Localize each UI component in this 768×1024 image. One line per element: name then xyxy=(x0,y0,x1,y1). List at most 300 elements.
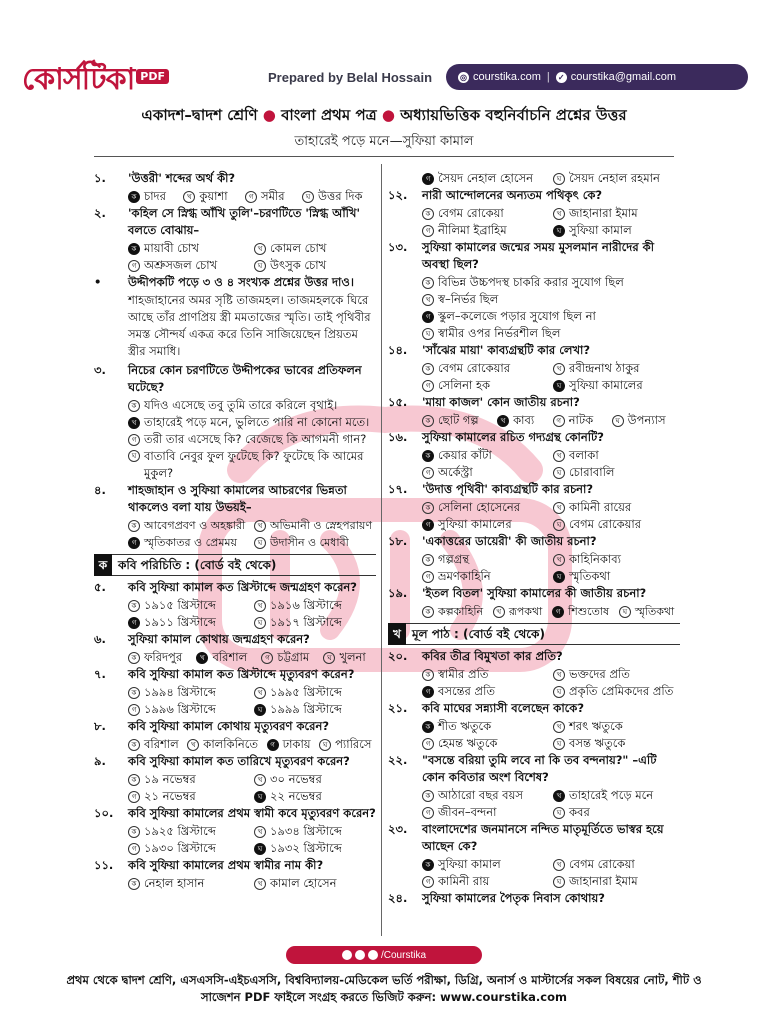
option-text: কেয়ার কাঁটা xyxy=(438,448,492,462)
question-number: ২১. xyxy=(388,701,408,715)
email-link[interactable]: courstika@gmail.com xyxy=(570,71,677,83)
question xyxy=(388,394,680,411)
option-bullet: খ xyxy=(553,859,565,871)
option-bullet: ক xyxy=(128,878,140,890)
option-bullet: গ xyxy=(128,704,140,716)
question xyxy=(388,533,680,550)
option-text: আবেগপ্রবণ ও অহঙ্কারী xyxy=(144,519,246,532)
option-text: নেহাল হাসান xyxy=(144,876,205,890)
website-link[interactable]: courstika.com xyxy=(473,71,541,83)
option-bullet: খ xyxy=(254,878,266,890)
option xyxy=(128,684,250,701)
option-bullet: ঘ xyxy=(422,328,434,340)
page-title xyxy=(0,104,768,129)
option-bullet: ক xyxy=(422,606,434,618)
section-header xyxy=(388,623,680,645)
option-bullet: গ xyxy=(128,843,140,855)
options xyxy=(94,875,376,892)
option xyxy=(422,804,549,821)
title-topic: অধ্যায়ভিত্তিক বহুনির্বাচনি প্রশ্নের উত্তর xyxy=(400,106,627,124)
prepared-by: Prepared by Belal Hossain xyxy=(268,70,433,85)
option-correct xyxy=(254,701,376,718)
option-text: ১৯৯৪ খ্রিস্টাব্দে xyxy=(144,685,216,699)
option-bullet: খ xyxy=(128,417,140,429)
option-text: ১৯২৫ খ্রিস্টাব্দে xyxy=(144,824,216,838)
youtube-icon xyxy=(355,950,365,960)
option xyxy=(553,170,680,187)
question-text: সুফিয়া কামালের জন্মের সময় মুসলমান নারীদের কী অবস্থা ছিল? xyxy=(422,240,655,271)
option-bullet: গ xyxy=(128,537,140,549)
options xyxy=(388,787,680,821)
question-text: 'কহিল সে স্নিগ্ধ আঁখি তুলি'–চরণটিতে 'স্নিগ্ধ আঁখি' বলতে বোঝায়– xyxy=(128,206,360,237)
option-text: আঠারো বছর বয়স xyxy=(438,788,523,802)
option-correct xyxy=(422,308,680,325)
question-number: ১২. xyxy=(388,188,408,202)
option-bullet: খ xyxy=(553,450,565,462)
option-bullet: গ xyxy=(422,571,434,583)
option xyxy=(553,683,680,700)
option-text: ১৯৩২ খ্রিস্টাব্দে xyxy=(270,841,342,855)
stimulus-instruction xyxy=(94,274,376,291)
option-text: সুফিয়া কামালের xyxy=(438,517,512,531)
option-text: ৩০ নভেম্বর xyxy=(270,772,322,786)
question-number: ২০. xyxy=(388,649,408,663)
option-bullet: ক xyxy=(422,415,434,427)
option-bullet: গ xyxy=(245,191,257,203)
option-text: কাব্য xyxy=(513,413,535,427)
option-text: স্মৃতিকাতর ও প্রেমময় xyxy=(144,536,238,549)
option-text: ১৯১৬ খ্রিস্টাব্দে xyxy=(270,598,342,612)
question-text: 'ইতল বিতল' সুফিয়া কামালের কী জাতীয় রচনা? xyxy=(422,586,647,600)
option xyxy=(128,875,250,892)
option xyxy=(128,431,376,448)
option-bullet: ঘ xyxy=(612,415,624,427)
option-bullet: খ xyxy=(196,652,208,664)
option-bullet: খ xyxy=(254,826,266,838)
question-number: ৫. xyxy=(94,580,106,594)
question-text: কবি সুফিয়া কামালের প্রথম স্বামীর নাম কী? xyxy=(128,858,324,872)
option xyxy=(422,464,549,481)
right-column xyxy=(388,170,680,908)
option-bullet: ক xyxy=(422,277,434,289)
option xyxy=(553,804,680,821)
question-number: ২. xyxy=(94,206,106,220)
social-handle-bar[interactable] xyxy=(286,946,482,964)
option-text: ছোট গল্প xyxy=(438,413,479,427)
option-bullet: খ xyxy=(493,606,505,618)
option-text: বরিশাল xyxy=(212,650,248,664)
options xyxy=(388,856,680,890)
option-correct xyxy=(422,516,549,533)
contact-separator: | xyxy=(546,71,550,83)
option-text: সেলিনা হক xyxy=(438,378,491,392)
option-text: বেগম রোকেয়ার xyxy=(569,517,642,531)
option-text: বলাকা xyxy=(569,448,599,462)
options xyxy=(388,499,680,533)
option-text: প্যারিসে xyxy=(335,737,372,751)
option xyxy=(128,448,376,482)
option-text: অশ্রুসজল চোখ xyxy=(144,258,218,272)
question xyxy=(388,585,680,602)
option-bullet: ঘ xyxy=(553,467,565,479)
option-text: ভ্রমণকাহিনি xyxy=(438,569,491,583)
question xyxy=(94,805,376,822)
section-tag: ক xyxy=(94,554,112,576)
option xyxy=(422,412,493,429)
question-number: ১৯. xyxy=(388,586,408,600)
options xyxy=(94,597,376,631)
question-text: শাহজাহান ও সুফিয়া কামালের আচরণের ভিন্নতা থাকলেও বলা যায় উভয়ই– xyxy=(128,483,347,514)
option-correct xyxy=(128,188,179,205)
question-text: 'একাত্তরের ডায়েরী' কী জাতীয় রচনা? xyxy=(422,534,597,548)
option xyxy=(128,257,250,274)
option-bullet: গ xyxy=(422,807,434,819)
option-text: যদিও এসেছে তবু তুমি তারে করিলে বৃথাই। xyxy=(144,398,338,412)
option-bullet: গ xyxy=(128,260,140,272)
question xyxy=(388,648,680,665)
option-bullet: ঘ xyxy=(553,173,565,185)
option-text: ১৯৩০ খ্রিস্টাব্দে xyxy=(144,841,216,855)
option-correct xyxy=(422,683,549,700)
option-text: নাটক xyxy=(568,413,594,427)
option-text: স্ব–নির্ভর ছিল xyxy=(438,292,499,306)
options xyxy=(388,412,680,429)
option-correct xyxy=(422,856,549,873)
option-correct xyxy=(553,377,680,394)
stimulus-bullet: • xyxy=(94,275,102,289)
option-text: ফরিদপুর xyxy=(144,650,183,664)
option-bullet: ক xyxy=(422,363,434,375)
option-bullet: ক xyxy=(422,721,434,733)
option xyxy=(422,787,549,804)
option-bullet: ঘ xyxy=(553,738,565,750)
question xyxy=(388,239,680,273)
question-text: 'উত্তরী' শব্দের অর্থ কী? xyxy=(128,171,236,185)
option-correct xyxy=(553,222,680,239)
option-text: বেগম রোকেয়া xyxy=(438,206,504,220)
option xyxy=(254,684,376,701)
option-text: কোমল চোখ xyxy=(270,241,327,255)
option xyxy=(254,240,376,257)
question xyxy=(94,666,376,683)
option-bullet: ঘ xyxy=(553,807,565,819)
option-text: শরৎ ঋতুকে xyxy=(569,719,623,733)
option xyxy=(128,701,250,718)
option-text: জীবন–বন্দনা xyxy=(438,805,497,819)
option-bullet: খ xyxy=(553,363,565,375)
option xyxy=(553,551,680,568)
option-bullet: ক xyxy=(422,554,434,566)
option xyxy=(323,649,376,666)
option-text: স্কুল–কলেজে পড়ার সুযোগ ছিল না xyxy=(438,309,596,323)
option xyxy=(302,188,376,205)
question-number: ৬. xyxy=(94,632,106,646)
question-text: কবির তীব্র বিমুখতা কার প্রতি? xyxy=(422,649,563,663)
option xyxy=(422,735,549,752)
option-bullet: ঘ xyxy=(254,260,266,272)
option-bullet: গ xyxy=(422,738,434,750)
question-text: নারী আন্দোলনের অন্যতম পথিকৃৎ কে? xyxy=(422,188,603,202)
option xyxy=(422,551,549,568)
question xyxy=(94,718,376,735)
title-dot: ● xyxy=(262,106,282,124)
options xyxy=(388,551,680,585)
option-bullet: ক xyxy=(128,739,140,751)
option-text: চাদর xyxy=(144,189,166,203)
option-correct xyxy=(422,718,549,735)
option xyxy=(553,499,680,516)
option-text: চট্টগ্রাম xyxy=(277,650,310,664)
option-text: জাহানারা ইমাম xyxy=(569,874,638,888)
option xyxy=(553,360,680,377)
option-text: শীত ঋতুকে xyxy=(438,719,492,733)
option-correct xyxy=(552,603,615,620)
option-text: মায়াবী চোখ xyxy=(144,241,199,255)
question-text: নিচের কোন চরণটিতে উদ্দীপকের ভাবের প্রতিফলন ঘটেছে? xyxy=(128,363,362,394)
option-bullet: খ xyxy=(254,774,266,786)
option-bullet: খ xyxy=(497,415,509,427)
option-correct xyxy=(128,614,250,631)
question-number: ৮. xyxy=(94,719,106,733)
option-text: ১৯৩৪ খ্রিস্টাব্দে xyxy=(270,824,342,838)
option-text: স্মৃতিকথা xyxy=(634,605,675,618)
option-bullet: ঘ xyxy=(553,686,565,698)
option-bullet: খ xyxy=(553,790,565,802)
question xyxy=(94,857,376,874)
option-bullet: ঘ xyxy=(553,225,565,237)
option-correct xyxy=(267,736,316,753)
question-number: ১৫. xyxy=(388,395,408,409)
email-icon: ✓ xyxy=(556,72,567,83)
option-bullet: খ xyxy=(254,520,266,532)
title-class: একাদশ–দ্বাদশ শ্রেণি xyxy=(141,106,258,124)
option-bullet: খ xyxy=(254,243,266,255)
option-text: উত্তর দিক xyxy=(318,189,363,203)
option-text: তাহারেই পড়ে মনে, ভুলিতে পারি না কোনো মতে। xyxy=(144,415,370,429)
option-bullet: ঘ xyxy=(254,791,266,803)
question xyxy=(94,362,376,396)
option-bullet: ক xyxy=(422,790,434,802)
question-number: ১৭. xyxy=(388,482,408,496)
option-bullet: ঘ xyxy=(553,876,565,888)
title-subject: বাংলা প্রথম পত্র xyxy=(281,106,377,124)
question xyxy=(388,752,680,786)
option-bullet: ঘ xyxy=(619,606,631,618)
option-correct xyxy=(553,787,680,804)
option xyxy=(254,823,376,840)
option-text: চোরাবালি xyxy=(569,465,615,479)
brand-logo xyxy=(22,50,169,100)
option-text: সমীর xyxy=(261,189,285,203)
option xyxy=(619,603,680,620)
option xyxy=(493,603,548,620)
option-bullet: গ xyxy=(422,467,434,479)
option xyxy=(128,736,183,753)
option xyxy=(553,873,680,890)
option xyxy=(128,771,250,788)
question-text: কবি মাঘের সন্ন্যাসী বলেছেন কাকে? xyxy=(422,701,585,715)
footer-line-1: প্রথম থেকে দ্বাদশ শ্রেণি, এসএসসি-এইচএসসি, বিশ্ববিদ্যালয়-মেডিকেল ভর্তি পরীক্ষা, ডিগ্রি, অনার্স ও মাস্টার্সের সকল বিষয়ের নোট, শীট ও xyxy=(66,973,702,987)
option xyxy=(553,856,680,873)
option-bullet: খ xyxy=(553,554,565,566)
options xyxy=(94,684,376,718)
option xyxy=(254,257,376,274)
option-bullet: খ xyxy=(187,739,199,751)
question-text: কবি সুফিয়া কামাল কত খ্রিস্টাব্দে জন্মগ্রহণ করেন? xyxy=(128,580,357,594)
option xyxy=(422,377,549,394)
question xyxy=(388,342,680,359)
question-number: ১৪. xyxy=(388,343,408,357)
option xyxy=(128,517,250,534)
question-text: সুফিয়া কামালের রচিত গদ্যগ্রন্থ কোনটি? xyxy=(422,430,604,444)
option-text: খুলনা xyxy=(339,650,366,664)
section-header xyxy=(94,554,376,576)
option-correct xyxy=(497,412,549,429)
question-number: ৭. xyxy=(94,667,106,681)
option-text: স্বামীর প্রতি xyxy=(438,667,489,681)
question-text: কবি সুফিয়া কামাল কত খ্রিস্টাব্দে মৃত্যুবরণ করেন? xyxy=(128,667,355,681)
option-bullet: খ xyxy=(422,294,434,306)
option-bullet: ক xyxy=(128,520,140,532)
option-bullet: ঘ xyxy=(254,537,266,549)
question-number: ২২. xyxy=(388,753,408,767)
option-correct xyxy=(128,414,376,431)
footer-line-2: সাজেশন PDF ফাইলে সংগ্রহ করতে ভিজিট করুন: www.courstika.com xyxy=(201,990,567,1004)
option-text: সুফিয়া কামাল xyxy=(438,857,501,871)
options xyxy=(94,517,376,551)
logo-text: কোর্সটিকা xyxy=(22,62,135,97)
question-text: 'উদাত্ত পৃথিবী' কাব্যগ্রন্থটি কার রচনা? xyxy=(422,482,594,496)
options xyxy=(94,397,376,482)
question-text: কবি সুফিয়া কামাল কোথায় মৃত্যুবরণ করেন? xyxy=(128,719,329,733)
option xyxy=(553,666,680,683)
options xyxy=(94,188,376,205)
option-text: উৎসুক চোখ xyxy=(270,258,327,272)
option-text: ১৯১১ খ্রিস্টাব্দে xyxy=(144,615,216,629)
title-dot: ● xyxy=(381,106,401,124)
question xyxy=(388,429,680,446)
question-number: ১৬. xyxy=(388,430,408,444)
option-text: ১৯১৭ খ্রিস্টাব্দে xyxy=(270,615,342,629)
header-rule xyxy=(94,156,674,157)
option xyxy=(553,718,680,735)
question xyxy=(94,170,376,187)
option xyxy=(422,325,680,342)
facebook-icon xyxy=(342,950,352,960)
option-text: কুয়াশা xyxy=(199,189,228,203)
option-bullet: ক xyxy=(128,243,140,255)
option xyxy=(128,649,192,666)
instagram-icon xyxy=(368,950,378,960)
question xyxy=(94,205,376,239)
question-text: সুফিয়া কামালের পৈতৃক নিবাস কোথায়? xyxy=(422,891,605,905)
question-text: "বসন্তে বরিয়া তুমি লবে না কি তব বন্দনায়?" –এটি কোন কবিতার অংশ বিশেষ? xyxy=(422,753,657,784)
option xyxy=(254,614,376,631)
option-bullet: ক xyxy=(128,600,140,612)
option-bullet: ক xyxy=(128,652,140,664)
question xyxy=(388,821,680,855)
option xyxy=(183,188,241,205)
option xyxy=(553,735,680,752)
question-number: ১৮. xyxy=(388,534,408,548)
option-text: ১৯৯৬ খ্রিস্টাব্দে xyxy=(144,702,216,716)
option-bullet: গ xyxy=(553,415,565,427)
option-text: সৈয়দ নেহাল রহমান xyxy=(569,171,660,185)
option-text: জাহানারা ইমাম xyxy=(569,206,638,220)
option-text: বিভিন্ন উচ্চপদস্থ চাকরি করার সুযোগ ছিল xyxy=(438,275,624,289)
option xyxy=(128,597,250,614)
option-bullet: ঘ xyxy=(553,380,565,392)
column-divider xyxy=(381,164,382,936)
option-correct xyxy=(128,534,250,551)
option-text: সৈয়দ নেহাল হোসেন xyxy=(438,171,533,185)
question-number: ১০. xyxy=(94,806,114,820)
option-correct xyxy=(254,788,376,805)
options xyxy=(388,205,680,239)
option-correct xyxy=(422,447,549,464)
option xyxy=(422,360,549,377)
option-bullet: ঘ xyxy=(128,450,140,462)
option-correct xyxy=(196,649,257,666)
options xyxy=(388,666,680,700)
option-text: সুফিয়া কামাল xyxy=(569,223,632,237)
option xyxy=(422,274,680,291)
option xyxy=(553,412,608,429)
option xyxy=(254,875,376,892)
stimulus-text: উদ্দীপকটি পড়ে ৩ ও ৪ সংখ্যক প্রশ্নের উত্তর দাও। xyxy=(128,275,354,289)
option-bullet: ঘ xyxy=(319,739,331,751)
option-correct xyxy=(254,840,376,857)
option-text: উদাসীন ও মেধাবী xyxy=(270,536,349,549)
section-tag: খ xyxy=(388,623,406,645)
question-number: ৩. xyxy=(94,363,106,377)
question-text: কবি সুফিয়া কামাল কত তারিখে মৃত্যুবরণ করেন? xyxy=(128,754,350,768)
option-bullet: খ xyxy=(254,600,266,612)
option-text: অর্কেস্ট্রা xyxy=(438,465,473,479)
option-text: বসন্ত ঋতুকে xyxy=(569,736,626,750)
option xyxy=(553,516,680,533)
option-bullet: গ xyxy=(422,380,434,392)
options xyxy=(388,603,680,620)
option-text: কাহিনিকাব্য xyxy=(569,552,621,566)
option-bullet: খ xyxy=(553,208,565,220)
options xyxy=(94,771,376,805)
page-header xyxy=(22,62,748,98)
option-correct xyxy=(128,240,250,257)
option-text: বেগম রোকেয়ার xyxy=(438,361,511,375)
option-text: গল্পগ্রন্থ xyxy=(438,552,470,566)
option-text: হেমন্ত ঋতুকে xyxy=(438,736,498,750)
option xyxy=(553,464,680,481)
chapter-subtitle: তাহারেই পড়ে মনে—সুফিয়া কামাল xyxy=(294,134,474,149)
option-text: কল্পকাহিনি xyxy=(438,605,484,618)
question-text: 'মায়া কাজল' কোন জাতীয় রচনা? xyxy=(422,395,580,409)
option-text: ভক্তদের প্রতি xyxy=(569,667,630,681)
option xyxy=(422,873,549,890)
option-text: সেলিনা হোসেনের xyxy=(438,500,521,514)
option xyxy=(254,517,376,534)
option-bullet: ক xyxy=(128,774,140,786)
options xyxy=(94,736,376,753)
option-bullet: ঘ xyxy=(254,843,266,855)
option-bullet: খ xyxy=(553,721,565,733)
option-text: তরী তার এসেছে কি? বেজেছে কি আগমনী গান? xyxy=(144,432,367,446)
option xyxy=(254,534,376,551)
logo-pdf-badge: PDF xyxy=(136,69,169,84)
option-text: রবীন্দ্রনাথ ঠাকুর xyxy=(569,361,640,375)
option-text: কামাল হোসেন xyxy=(270,876,337,890)
option-bullet: ঘ xyxy=(553,519,565,531)
